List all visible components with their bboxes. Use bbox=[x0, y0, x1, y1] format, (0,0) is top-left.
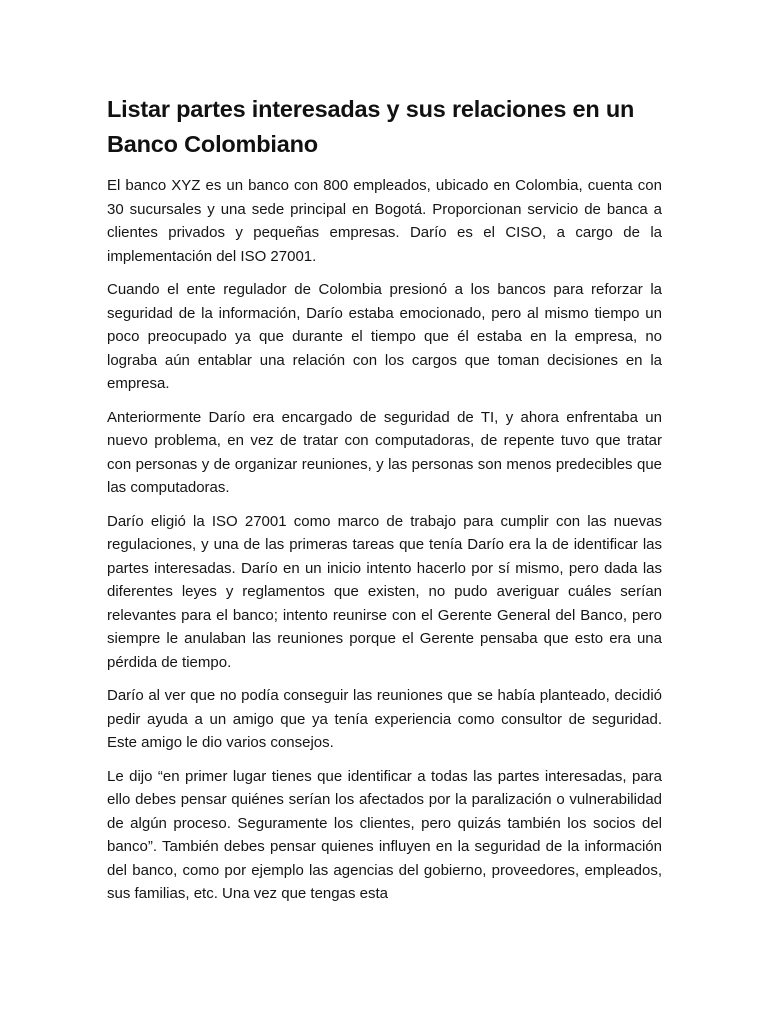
paragraph-6: Le dijo “en primer lugar tienes que identificar a todas las partes interesadas, para ello debes pensar quiénes serían los afectados por la paralización o vulnerabilidad de algún proceso. Seguramente los clientes, pero quizás también los socios del banco”. También debes pensar quienes influyen en la seguridad de la información del banco, como por ejemplo las agencias del gobierno, proveedores, empleados, sus familias, etc. Una vez que tengas esta bbox=[107, 767, 662, 902]
paragraph-1: El banco XYZ es un banco con 800 empleados, ubicado en Colombia, cuenta con 30 sucursales y una sede principal en Bogotá. Proporcionan servicio de banca a clientes privados y pequeñas empresas. Darío es el CISO, a cargo de la implementación del ISO 27001. bbox=[107, 177, 662, 265]
document-title: Listar partes interesadas y sus relaciones en un Banco Colombiano bbox=[107, 96, 635, 157]
paragraph-4: Darío eligió la ISO 27001 como marco de trabajo para cumplir con las nuevas regulaciones, y una de las primeras tareas que tenía Darío era la de identificar las partes interesadas. Darío en un inicio intento hacerlo por sí mismo, pero dada las diferentes leyes y reglamentos que existen, no pudo averiguar cuáles serían relevantes para el banco; intento reunirse con el Gerente General del Banco, pero siempre le anulaban las reuniones porque el Gerente pensaba que esto era una pérdida de tiempo. bbox=[107, 512, 662, 671]
paragraph-3: Anteriormente Darío era encargado de seguridad de TI, y ahora enfrentaba un nuevo problema, en vez de tratar con computadoras, de repente tuvo que tratar con personas y de organizar reuniones, y las personas son menos predecibles que las computadoras. bbox=[107, 408, 662, 496]
paragraph-5: Darío al ver que no podía conseguir las reuniones que se había planteado, decidió pedir ayuda a un amigo que ya tenía experiencia como consultor de seguridad. Este amigo le dio varios consejos. bbox=[107, 687, 662, 751]
paragraph-2: Cuando el ente regulador de Colombia presionó a los bancos para reforzar la seguridad de la información, Darío estaba emocionado, pero al mismo tiempo un poco preocupado ya que durante el tiempo que él estaba en la empresa, no lograba aún entablar una relación con los cargos que toman decisiones en la empresa. bbox=[107, 281, 662, 392]
document-body bbox=[107, 92, 662, 916]
